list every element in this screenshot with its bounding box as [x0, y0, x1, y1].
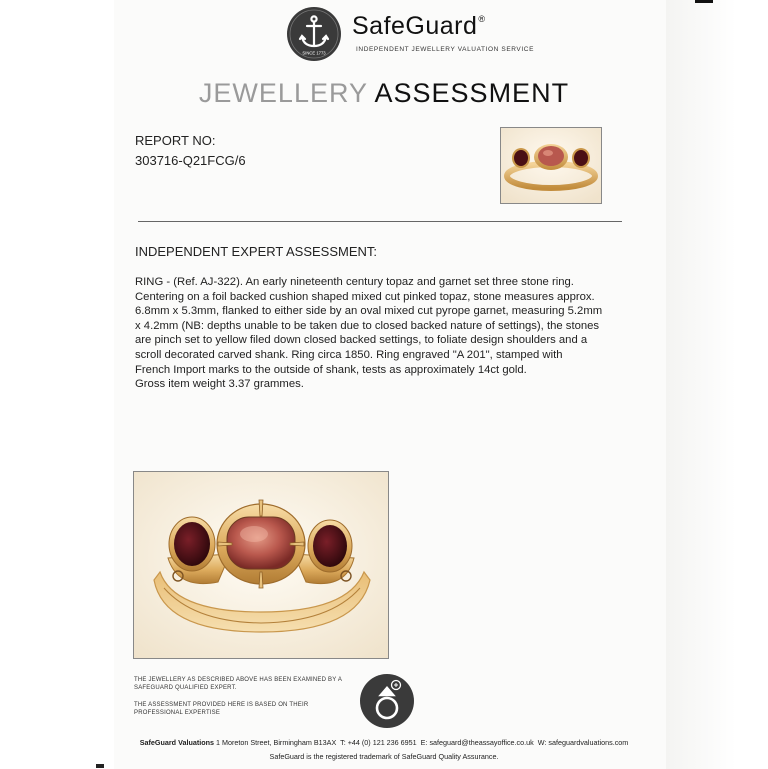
- assessment-line: RING - (Ref. AJ-322). An early nineteenth century topaz and garnet set three stone ring.: [135, 276, 574, 288]
- scan-mark: [96, 764, 104, 768]
- ring-icon: [359, 673, 415, 729]
- assessment-heading: INDEPENDENT EXPERT ASSESSMENT:: [135, 244, 378, 259]
- report-label: REPORT NO:: [135, 133, 216, 148]
- footer-tel: T: +44 (0) 121 236 6951: [340, 738, 417, 747]
- assessment-line: Gross item weight 3.37 grammes.: [135, 378, 304, 391]
- note-expertise: THE ASSESSMENT PROVIDED HERE IS BASED ON THEIR PROFESSIONAL EXPERTISE: [134, 702, 309, 716]
- page-edge-shadow: [666, 0, 736, 769]
- ring-photo-image: [133, 471, 389, 659]
- report-number: 303716-Q21FCG/6: [135, 153, 246, 168]
- section-divider: [138, 221, 622, 222]
- assessment-line: French Import marks to the outside of shank, tests as approximately 14ct gold.: [135, 363, 527, 376]
- footer-contact: [0, 738, 768, 747]
- footer-web: W: safeguardvaluations.com: [537, 738, 629, 747]
- page-title: [0, 78, 768, 109]
- brand-name: SafeGuard®: [352, 12, 486, 40]
- logo-text: SINCE 1773: [302, 50, 326, 56]
- footer-email: E: safeguard@theassayoffice.co.uk: [420, 738, 534, 747]
- title-bold: ASSESSMENT: [374, 78, 570, 108]
- note-examined: THE JEWELLERY AS DESCRIBED ABOVE HAS BEEN EXAMINED BY A SAFEGUARD QUALIFIED EXPERT.: [134, 677, 342, 691]
- brand-tagline: INDEPENDENT JEWELLERY VALUATION SERVICE: [356, 46, 534, 53]
- title-light: JEWELLERY: [198, 78, 368, 108]
- assessment-text: [135, 275, 615, 392]
- ring-thumbnail-image: [500, 127, 602, 204]
- anchor-icon: [286, 6, 342, 62]
- footer-address: 1 Moreton Street, Birmingham B13AX: [216, 738, 337, 747]
- footer-company: SafeGuard Valuations: [139, 738, 215, 747]
- assessment-line: Centering on a foil backed cushion shaped mixed cut pinked topaz, stone measures approx.: [135, 290, 595, 303]
- scan-mark: [695, 0, 713, 3]
- assessment-line: 6.8mm x 5.3mm, flanked to either side by an oval mixed cut pyrope garnet, measuring 5.2mm: [135, 305, 603, 318]
- assessment-line: scroll decorated carved shank. Ring circa 1850. Ring engraved "A 201", stamped with: [135, 348, 563, 361]
- footer-trademark: SafeGuard is the registered trademark of SafeGuard Quality Assurance.: [269, 752, 499, 761]
- assessment-line: are pinch set to yellow filed down closed backed settings, to foliate design shoulders and a: [135, 334, 588, 347]
- assessment-line: x 4.2mm (NB: depths unable to be taken due to closed backed nature of settings), the stones: [135, 319, 600, 332]
